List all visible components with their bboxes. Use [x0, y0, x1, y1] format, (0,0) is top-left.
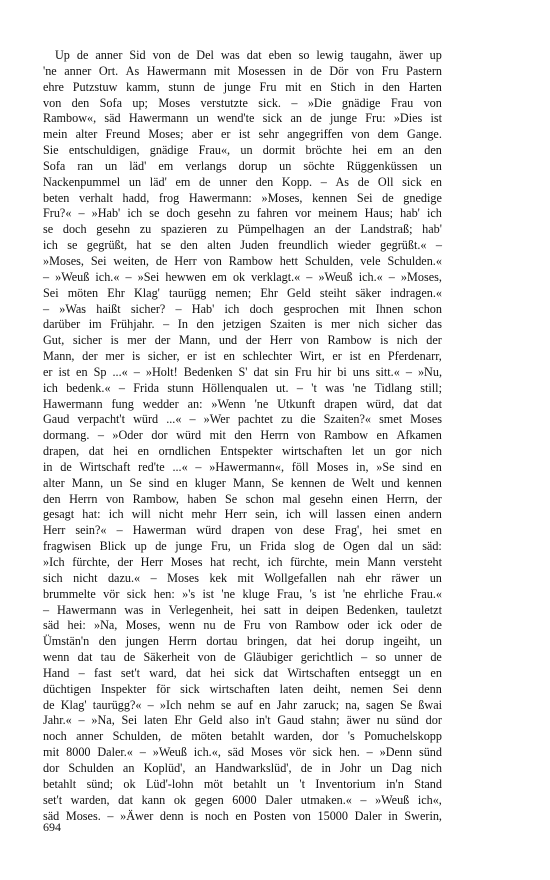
- text-line: Ümstän'n den jungen Herrn dortau bringen, dat hei dorup ingeiht, un: [43, 634, 442, 649]
- text-line: Gaud verpacht't würd ...« – »Wer pachtet zu die Szaiten?« smet Moses: [43, 412, 442, 427]
- text-line: Up de anner Sid von de Del was dat eben so lewig taugahn, äwer up: [55, 48, 442, 62]
- text-line: dormang. – »Oder dor würd mit den Herrn von Rambow en Afkamen: [43, 428, 442, 443]
- text-line: drapen, dat hei en orndlichen Entspekter wirtschaften let un gor nich: [43, 444, 442, 459]
- text-line: – »Was haißt sicher? – Hab' ich doch gesprochen mit Ihnen schon: [43, 301, 442, 316]
- text-line: wenn dat tau de Säkerheit von de Gläubiger gerichtlich – so unner de: [43, 650, 442, 665]
- text-line: düchtigen Inspekter för sick wirtschaften laten deiht, nemen Sei denn: [43, 681, 442, 696]
- text-line: ich bedenk.« – Frida stunn Höllenqualen ut. – 't was 'ne Tidlang still;: [43, 380, 442, 395]
- text-line: Sie entschuldigen, gnädige Frau«, un dormit bröchte hei em an den: [43, 143, 442, 158]
- text-line: Jahr.« – »Na, Sei laten Ehr Geld also in't Gaud stahn; äwer nu sünd dor: [43, 713, 442, 728]
- text-line: dor Schulden an Koplüd', an Handwarkslüd', de in Johr un Dag nich: [43, 760, 442, 775]
- text-line: Herr sein?« – Hawerman würd drapen von dese Frag', hei smet en: [43, 523, 442, 538]
- text-line: Hand – fast set't ward, dat hei sick dat Wirtschaften entseggt un en: [43, 665, 442, 680]
- text-line: säd hei: »Na, Moses, wenn nu de Fru von Rambow oder ick oder de: [43, 618, 442, 633]
- text-line: set't warden, dat kann ok gegen 6000 Daler utmaken.« – »Weuß ich«,: [43, 792, 442, 807]
- text-line: mit 8000 Daler.« – »Weuß ich.«, säd Moses vör sick hen. – »Denn sünd: [43, 745, 442, 760]
- text-line: Hawermann fung wedder an: »Wenn 'ne Utkunft drapen würd, dat dat: [43, 396, 442, 411]
- text-line: fragwisen Blick up de junge Fru, un Frida slog de Ogen dal un säd:: [43, 539, 442, 554]
- text-line: den Herrn von Rambow, haben Se schon mal gesehn einen Herrn, der: [43, 491, 442, 506]
- text-line: – Hawermann was in Verlegenheit, hei satt in deipen Bedenken, tauletzt: [43, 602, 442, 617]
- text-line: noch anner Schulden, de möten betahlt warden, dor 's Pomuchelskopp: [43, 729, 442, 744]
- text-line: »Ich fürchte, der Herr Moses hat recht, ich fürchte, mein Mann versteht: [43, 555, 442, 569]
- text-line: 'ne anner Ort. As Hawermann mit Mosessen in de Dör von Fru Pastern: [43, 63, 442, 78]
- text-line: beten verhalt hadd, frog Hawermann: »Moses, kennen Sei de gnedige: [43, 190, 442, 205]
- text-line: Sei möten Ehr Klag' taurügg nemen; Ehr Geld steiht säker indragen.«: [43, 285, 442, 300]
- text-line: Sofa ran un läd' em verlangs dorup un söchte Rüggenküssen un: [43, 158, 442, 173]
- text-line: mein alter Freund Moses; aber er ist sehr angegriffen von dem Gange.: [43, 127, 442, 142]
- text-line: er ist en Sp ...« – »Holt! Bedenken S' dat sin Fru hir bi uns sitt.« – »Nu,: [43, 364, 442, 379]
- text-line: Rambow«, säd Hawermann un wend'te sick an de junge Fru: »Dies ist: [43, 111, 442, 126]
- text-line: gesagt hat: ich will nicht mehr Herr sein, ich will lassen einen andern: [43, 507, 442, 522]
- text-line: »Moses, Sei weiten, de Herr von Rambow hett Schulden, vele Schulden.«: [43, 253, 442, 268]
- text-line: de Klag' taurügg?« – »Ich nehm se auf en Jahr zaruck; na, sagen Se ßwai: [43, 697, 442, 712]
- text-line: Fru?« – »Hab' ich se doch gesehn zu fahren vor meinem Haus; hab' ich: [43, 206, 442, 221]
- text-line: alter Mann, un Se sind en kluger Mann, Se kennen de Welt und kennen: [43, 475, 442, 490]
- text-line: Nackenpummel un läd' em de unner den Kopp. – As de Oll sick en: [43, 174, 442, 189]
- text-line: in de Wirtschaft red'te ...« – »Hawermann«, föll Moses in, »Se sind en: [43, 459, 442, 474]
- text-line: säd Moses. – »Äwer denn is noch en Posten von 15000 Daler in Swerin,: [43, 808, 442, 823]
- text-line: ehre Putzstuw kamm, stunn de junge Fru mit en Stich in den Harten: [43, 79, 442, 94]
- text-line: Mann, der mer is sicher, er ist en schlechter Wirt, er ist en Pferdenarr,: [43, 349, 442, 364]
- text-line: darüber im Frühjahr. – In den jetzigen Szaiten is mer nich sicher das: [43, 317, 442, 332]
- text-line: se doch gesehn zu spazieren zu Pümpelhagen an der Landstraß; hab': [43, 222, 442, 237]
- text-line: betahlt sünd; ok Lüd'-lohn möt betahlt un 't Inventorium in'n Stand: [43, 776, 442, 791]
- text-line: von den Sofa up; Moses verstutzte sick. – »Die gnädige Frau von: [43, 95, 442, 110]
- text-line: – »Weuß ich.« – »Sei hewwen em ok verklagt.« – »Weuß ich.« – »Moses,: [43, 269, 442, 284]
- body-text: [43, 48, 442, 824]
- text-line: ich se gegrüßt, hat se den alten Juden freundlich wieder gegrüßt.« –: [43, 238, 442, 253]
- page-number: 694: [43, 820, 61, 834]
- text-line: Gut, sicher is mer der Mann, und der Herr von Rambow is nich der: [43, 333, 442, 348]
- text-line: brummelte vör sick hen: »'s ist 'ne kluge Frau, 's ist 'ne ehrliche Frau.«: [43, 586, 442, 601]
- text-line: sich nicht dazu.« – Moses kek mit Wollgefallen nah ehr räwer un: [43, 570, 442, 585]
